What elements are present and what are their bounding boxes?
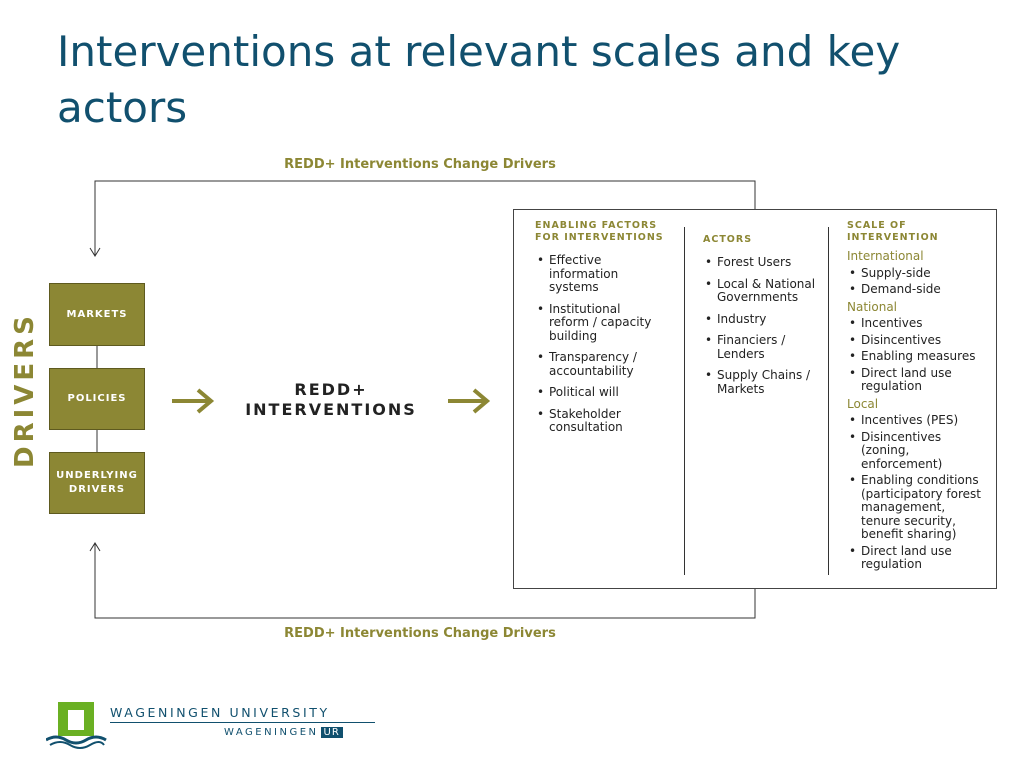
enabling-factors-column bbox=[535, 220, 685, 443]
actors-column bbox=[703, 234, 828, 404]
list-item: • Institutional reform / capacity building bbox=[535, 303, 685, 344]
scale-heading: SCALE OF INTERVENTION bbox=[847, 220, 939, 243]
list-item: • Direct land use regulation bbox=[847, 367, 995, 394]
list-item: • Disincentives (zoning, enforcement) bbox=[847, 431, 995, 472]
enabling-factors-heading: ENABLING FACTORS FOR INTERVENTIONS bbox=[535, 220, 664, 243]
slide-title: Interventions at relevant scales and key actors bbox=[57, 27, 901, 132]
logo-ur-badge: UR bbox=[321, 727, 343, 738]
list-item: • Transparency / accountability bbox=[535, 351, 685, 378]
drivers-vertical-label: DRIVERS bbox=[10, 312, 40, 468]
list-item: • Supply Chains / Markets bbox=[703, 369, 828, 396]
list-item: • Effective information systems bbox=[535, 254, 685, 295]
list-item: • Local & National Governments bbox=[703, 278, 828, 305]
driver-box-underlying-drivers: UNDERLYING DRIVERS bbox=[49, 452, 145, 514]
redd-interventions-label: REDD+ INTERVENTIONS bbox=[245, 380, 417, 419]
logo-sub-wordmark: WAGENINGEN bbox=[224, 727, 319, 738]
list-item: • Political will bbox=[535, 386, 685, 400]
logo-sub-text bbox=[224, 727, 343, 738]
logo-main-text: WAGENINGEN UNIVERSITY bbox=[110, 705, 330, 720]
list-item: • Incentives bbox=[847, 317, 995, 331]
column-divider bbox=[828, 227, 829, 575]
driver-box-markets: MARKETS bbox=[49, 283, 145, 346]
list-item: • Industry bbox=[703, 313, 828, 327]
list-item: • Enabling measures bbox=[847, 350, 995, 364]
list-item: • Supply-side bbox=[847, 267, 995, 281]
list-item: • Stakeholder consultation bbox=[535, 408, 685, 435]
scale-group-national: National bbox=[847, 299, 898, 314]
scale-group-local: Local bbox=[847, 396, 879, 411]
list-item: • Demand-side bbox=[847, 283, 995, 297]
list-item: • Incentives (PES) bbox=[847, 414, 995, 428]
list-item: • Enabling conditions (participatory forest management, tenure security, benefit sharing) bbox=[847, 474, 995, 542]
arrow-right-icon bbox=[170, 386, 216, 416]
interventions-panel bbox=[513, 209, 997, 589]
list-item: • Financiers / Lenders bbox=[703, 334, 828, 361]
column-divider bbox=[684, 227, 685, 575]
logo-divider bbox=[110, 722, 375, 723]
list-item: • Forest Users bbox=[703, 256, 828, 270]
list-item: • Direct land use regulation bbox=[847, 545, 995, 572]
actors-heading: ACTORS bbox=[703, 234, 753, 245]
list-item: • Disincentives bbox=[847, 334, 995, 348]
top-loop-label: REDD+ Interventions Change Drivers bbox=[284, 157, 556, 172]
arrow-right-icon bbox=[446, 386, 492, 416]
bottom-loop-label: REDD+ Interventions Change Drivers bbox=[284, 626, 556, 641]
driver-box-policies: POLICIES bbox=[49, 368, 145, 430]
scale-group-international: International bbox=[847, 249, 924, 263]
scale-of-intervention-column bbox=[847, 220, 995, 575]
